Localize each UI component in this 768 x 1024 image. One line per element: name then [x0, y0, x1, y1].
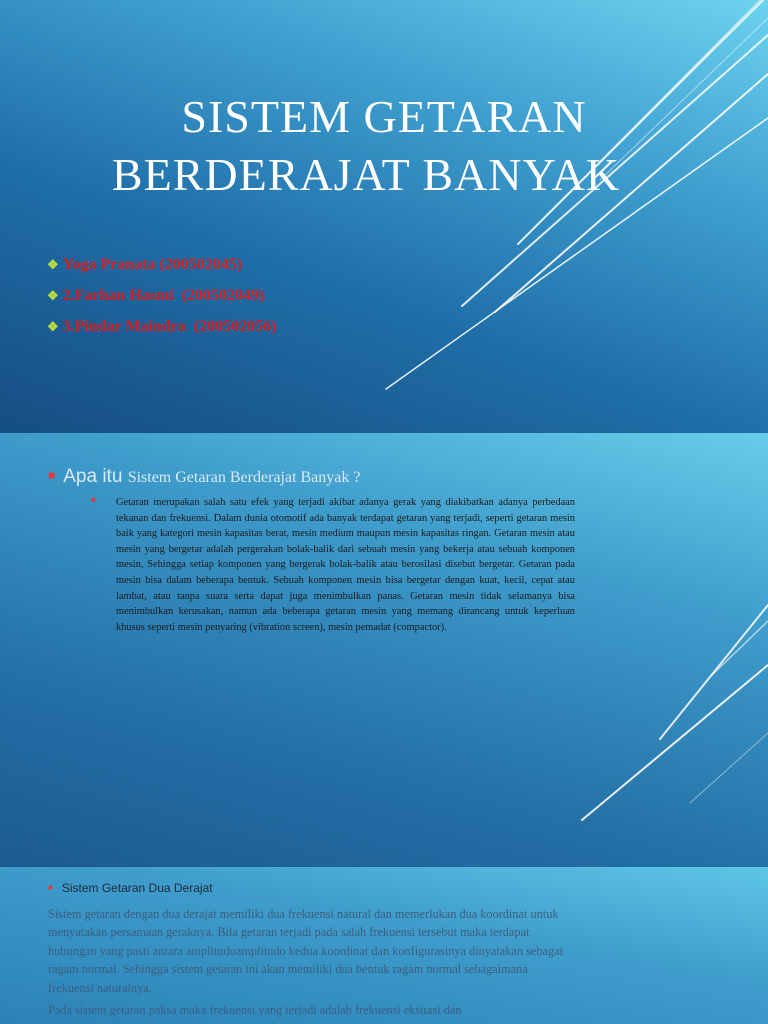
square-bullet-icon: ■ [48, 468, 56, 482]
two-degree-heading-text: Sistem Getaran Dua Derajat [61, 881, 213, 895]
author-list [47, 249, 277, 342]
two-degree-heading [48, 879, 213, 897]
paragraph: Sistem getaran dengan dua derajat memiliki dua frekuensi natural dan memerlukan dua koordinat untuk menyatakan persamaan geraknya. Bila getaran terjadi pada salah frekuensi tersebut maka terdapat hubungan yang pasti antara amplitudoamplitudo kedua koordinat dan konfigurasinya dinyatakan sebagai ragam normal. Sehingga sistem getaran ini akan memiliki dua bentuk ragam normal sebagaimana frekuensi naturalnya. [48, 907, 563, 995]
slide-title-heading [0, 88, 768, 204]
author-item [47, 311, 277, 342]
diamond-bullet-icon: ❖ [47, 257, 59, 272]
decorative-lines [0, 0, 768, 433]
title-line-2: BERDERAJAT BANYAK [111, 149, 621, 200]
slide-definition [0, 433, 768, 867]
author-name: Yoga Pranata (200502045) [62, 256, 243, 273]
author-item [47, 249, 277, 280]
square-bullet-icon: ■ [48, 883, 53, 892]
diamond-bullet-icon: ❖ [47, 288, 59, 303]
heading-topic: Sistem Getaran Berderajat Banyak ? [127, 469, 361, 486]
two-degree-body [48, 905, 573, 1023]
author-name: 2.Farhan Hasmi (200502049) [62, 287, 265, 304]
title-line-1: SISTEM GETARAN [181, 91, 587, 142]
author-item [47, 280, 277, 311]
heading-lead: Apa itu [63, 466, 123, 487]
definition-heading [48, 461, 360, 492]
slide-two-degree [0, 867, 768, 1024]
square-bullet-icon: ■ [91, 495, 96, 504]
author-name: 3.Pindar Maindra (200502056) [62, 318, 277, 335]
diamond-bullet-icon: ❖ [47, 319, 59, 334]
definition-body: Getaran merupakan salah satu efek yang terjadi akibat adanya gerak yang diakibatkan adanya perbedaan tekanan dan frekuensi. Dalam dunia otomotif ada banyak terdapat getaran yang terjadi, seperti getaran mesin baik yang kategori mesin kapasitas berat, mesin medium maupun mesin kapasitas ringan. Getaran mesin atau mesin yang bergetar adalah pergerakan bolak-balik dari sebuah mesin yang bekerja atau sebuah komponen mesin, Sehingga setiap komponen yang bergerak bolak-balik atau berosilasi disebut bergetar. Getaran pada mesin bisa dalam beberapa bentuk. Sebuah komponen mesin bisa bergetar dengan kuat, kecil, cepat atau lambat, atau tanpa suara serta dapat juga menimbulkan panas. Getaran mesin tidak selamanya bisa menimbulkan kerusakan, namun ada beberapa getaran mesin yang memang dirancang untuk keperluan khusus seperti mesin penyaring (vibration screen), mesin pemadat (compactor). [116, 497, 575, 633]
slide-title [0, 0, 768, 433]
paragraph: Pada sistem getaran paksa maka frekuensi yang terjadi adalah frekuensi eksitasi dan [48, 1003, 462, 1018]
